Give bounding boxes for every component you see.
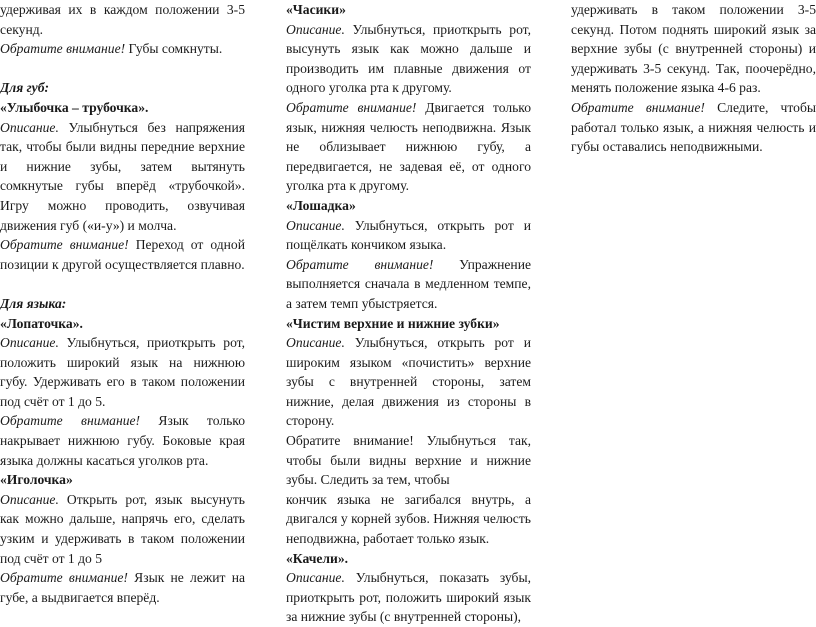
paragraph: удерживая их в каждом положении 3-5 секунд. — [0, 2, 245, 37]
exercise-title-needle: «Иголочка» — [0, 472, 73, 488]
description-paragraph — [286, 568, 531, 627]
description-text: Улыбнуться, приоткрыть рот, высунуть язык как можно дальше и производить им плавные движения от одного уголка рта к другому. — [286, 21, 531, 96]
note-paragraph: Обратите внимание! Улыбнуться так, чтобы были видны верхние и нижние зубы. Следить за тем, чтобы — [286, 433, 531, 488]
description-text: Улыбнуться, показать зубы, приоткрыть рот, положить широкий язык за нижние зубы (с внутренней стороны), — [286, 570, 531, 625]
exercise-title-spatula: «Лопаточка». — [0, 315, 83, 331]
description-label: Описание. — [286, 335, 345, 351]
description-text: Улыбнуться, открыть рот и пощёлкать кончиком языка. — [286, 217, 531, 253]
exercise-title-swing: «Качели». — [286, 550, 349, 566]
description-paragraph — [0, 333, 245, 411]
note-paragraph — [286, 98, 531, 196]
description-label: Описание. — [286, 570, 345, 586]
exercise-title-horse: «Лошадка» — [286, 197, 356, 213]
note-text: Язык только накрывает нижнюю губу. Боковые края языка должны касаться уголков рта. — [0, 413, 246, 468]
note-paragraph — [0, 568, 245, 607]
note-label: Обратите внимание! — [0, 570, 128, 586]
description-text: Улыбнуться без напряжения так, чтобы были видны передние верхние и нижние зубы, затем вытянуть сомкнутые губы вперёд «трубочкой». Игру можно проводить, озвучивая движения губ («и-у») и молча. — [0, 119, 245, 233]
note-label: Обратите внимание! — [0, 413, 141, 429]
note-label: Обратите внимание! — [286, 256, 434, 272]
text-column-middle — [286, 0, 531, 627]
note-paragraph — [0, 411, 245, 470]
paragraph: удерживать в таком положении 3-5 секунд. Потом поднять широкий язык за верхние зубы (с внутренней стороны) и удерживать 3-5 секунд. Так, поочерёдно, менять положение языка 4-6 раз. — [571, 2, 816, 96]
section-heading-lips: Для губ: — [0, 80, 50, 96]
note-paragraph — [0, 39, 245, 59]
exercise-title-smile: «Улыбочка – трубочка». — [0, 99, 149, 115]
description-label: Описание. — [0, 491, 59, 507]
exercise-title-teeth: «Чистим верхние и нижние зубки» — [286, 315, 500, 331]
note-text: Двигается только язык, нижняя челюсть неподвижна. Язык не облизывает нижнюю губу, а передвигается, не задевая её, от одного уголка рта к другому. — [286, 99, 532, 194]
note-paragraph-continued: кончик языка не загибался внутрь, а двигался у корней зубов. Нижняя челюсть неподвижна, работает только язык. — [286, 491, 531, 547]
note-text: Язык не лежит на губе, а выдвигается вперёд. — [0, 570, 245, 605]
description-text: Улыбнуться, приоткрыть рот, положить широкий язык на нижнюю губу. Удерживать его в таком положении под счёт от 1 до 5. — [0, 335, 245, 409]
description-text: Открыть рот, язык высунуть как можно дальше, напрячь его, сделать узким и удерживать в таком положении под счёт от 1 до 5 — [0, 491, 245, 566]
note-label: Обратите внимание! — [0, 237, 129, 253]
note-text: Переход от одной позиции к другой осуществляется плавно. — [0, 237, 245, 272]
note-paragraph — [286, 255, 531, 314]
note-label: Обратите внимание! — [571, 99, 705, 115]
text-column-left — [0, 0, 245, 607]
description-label: Описание. — [0, 335, 59, 351]
description-paragraph — [286, 216, 531, 255]
note-text: Упражнение выполняется сначала в медленном темпе, а затем темп убыстряется. — [286, 256, 531, 311]
section-heading-tongue: Для языка: — [0, 295, 67, 311]
description-text: Улыбнуться, открыть рот и широким языком «почистить» верхние зубы с внутренней стороны, затем нижние, делая движения из стороны в сторону. — [286, 335, 531, 429]
note-paragraph — [571, 98, 816, 157]
description-paragraph — [0, 490, 245, 568]
description-label: Описание. — [286, 21, 345, 37]
note-label: Обратите внимание! — [286, 99, 417, 115]
note-label: Обратите внимание! — [0, 41, 126, 57]
exercise-title-clock: «Часики» — [286, 2, 346, 17]
note-text: Губы сомкнуты. — [125, 41, 223, 57]
note-paragraph — [0, 235, 245, 274]
description-paragraph — [286, 333, 531, 431]
note-text: Следите, чтобы работал только язык, а нижняя челюсть и губы оставались неподвижными. — [571, 99, 816, 155]
text-column-right — [571, 0, 816, 157]
description-paragraph — [0, 118, 245, 236]
description-paragraph — [286, 20, 531, 98]
description-label: Описание. — [0, 119, 59, 135]
description-label: Описание. — [286, 217, 345, 233]
